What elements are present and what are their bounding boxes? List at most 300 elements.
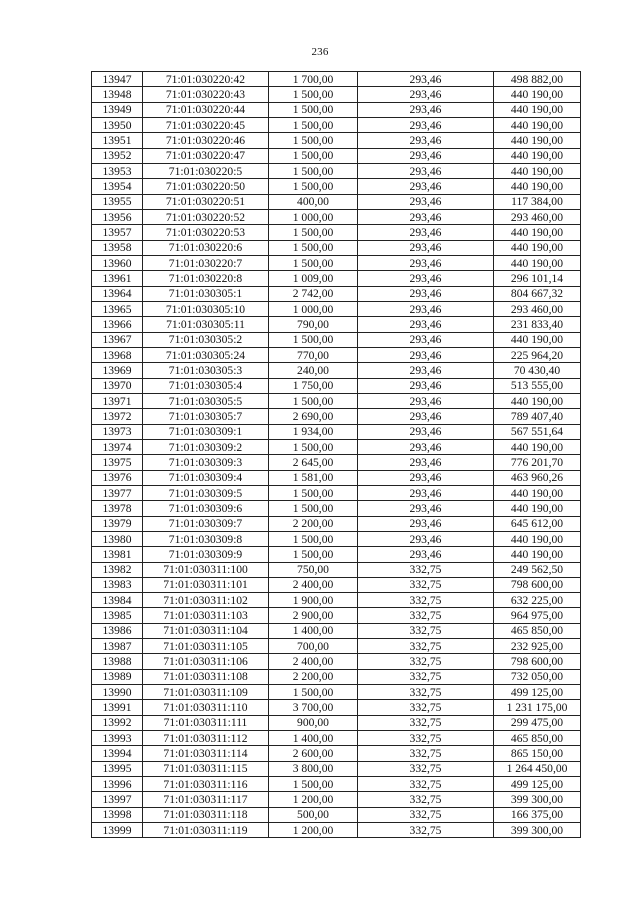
cadastral-number-cell: 71:01:030311:100 [143,562,269,577]
table-row [92,72,581,87]
row-number-cell: 13977 [92,485,143,500]
cadastral-number-cell: 71:01:030311:109 [143,685,269,700]
cadastral-number-cell: 71:01:030220:6 [143,240,269,255]
rate-cell: 293,46 [358,133,494,148]
table-row [92,455,581,470]
cadastral-value-cell: 399 300,00 [494,823,581,838]
row-number-cell: 13974 [92,439,143,454]
area-cell: 1 500,00 [269,148,358,163]
rate-cell: 293,46 [358,117,494,132]
cadastral-value-cell: 296 101,14 [494,271,581,286]
rate-cell: 293,46 [358,317,494,332]
cadastral-number-cell: 71:01:030305:3 [143,363,269,378]
cadastral-value-cell: 440 190,00 [494,332,581,347]
rate-cell: 332,75 [358,608,494,623]
cadastral-number-cell: 71:01:030311:105 [143,639,269,654]
area-cell: 1 750,00 [269,378,358,393]
row-number-cell: 13992 [92,715,143,730]
cadastral-number-cell: 71:01:030311:101 [143,577,269,592]
row-number-cell: 13951 [92,133,143,148]
area-cell: 2 200,00 [269,669,358,684]
row-number-cell: 13947 [92,72,143,87]
table-row [92,332,581,347]
table-row [92,271,581,286]
cadastral-value-cell: 789 407,40 [494,409,581,424]
area-cell: 2 400,00 [269,577,358,592]
table-row [92,347,581,362]
cadastral-value-cell: 440 190,00 [494,547,581,562]
rate-cell: 332,75 [358,823,494,838]
row-number-cell: 13956 [92,209,143,224]
cadastral-value-cell: 399 300,00 [494,792,581,807]
rate-cell: 293,46 [358,409,494,424]
cadastral-number-cell: 71:01:030311:108 [143,669,269,684]
cadastral-value-table [91,71,581,838]
row-number-cell: 13978 [92,501,143,516]
row-number-cell: 13985 [92,608,143,623]
rate-cell: 332,75 [358,715,494,730]
cadastral-value-cell: 440 190,00 [494,225,581,240]
table-row [92,715,581,730]
rate-cell: 293,46 [358,347,494,362]
cadastral-number-cell: 71:01:030305:11 [143,317,269,332]
row-number-cell: 13969 [92,363,143,378]
rate-cell: 293,46 [358,163,494,178]
cadastral-value-cell: 249 562,50 [494,562,581,577]
cadastral-number-cell: 71:01:030305:24 [143,347,269,362]
rate-cell: 293,46 [358,531,494,546]
table-row [92,792,581,807]
area-cell: 1 900,00 [269,593,358,608]
row-number-cell: 13968 [92,347,143,362]
area-cell: 1 500,00 [269,163,358,178]
cadastral-value-cell: 440 190,00 [494,163,581,178]
table-row [92,286,581,301]
area-cell: 1 200,00 [269,823,358,838]
cadastral-number-cell: 71:01:030311:114 [143,746,269,761]
cadastral-number-cell: 71:01:030305:5 [143,393,269,408]
rate-cell: 293,46 [358,209,494,224]
area-cell: 2 200,00 [269,516,358,531]
rate-cell: 332,75 [358,593,494,608]
table-row [92,562,581,577]
cadastral-value-cell: 440 190,00 [494,133,581,148]
cadastral-number-cell: 71:01:030311:106 [143,654,269,669]
table-row [92,225,581,240]
table-row [92,531,581,546]
table-row [92,685,581,700]
row-number-cell: 13988 [92,654,143,669]
rate-cell: 293,46 [358,87,494,102]
rate-cell: 332,75 [358,654,494,669]
cadastral-value-cell: 567 551,64 [494,424,581,439]
table-row [92,409,581,424]
rate-cell: 293,46 [358,547,494,562]
row-number-cell: 13981 [92,547,143,562]
area-cell: 1 400,00 [269,623,358,638]
area-cell: 900,00 [269,715,358,730]
area-cell: 1 500,00 [269,225,358,240]
row-number-cell: 13990 [92,685,143,700]
row-number-cell: 13995 [92,761,143,776]
table-row [92,777,581,792]
area-cell: 1 500,00 [269,179,358,194]
cadastral-value-cell: 465 850,00 [494,731,581,746]
area-cell: 1 581,00 [269,470,358,485]
table-row [92,255,581,270]
rate-cell: 293,46 [358,271,494,286]
cadastral-number-cell: 71:01:030309:8 [143,531,269,546]
row-number-cell: 13964 [92,286,143,301]
area-cell: 1 500,00 [269,777,358,792]
rate-cell: 293,46 [358,516,494,531]
cadastral-value-cell: 440 190,00 [494,179,581,194]
row-number-cell: 13949 [92,102,143,117]
table-row [92,731,581,746]
cadastral-number-cell: 71:01:030309:4 [143,470,269,485]
cadastral-value-cell: 293 460,00 [494,301,581,316]
row-number-cell: 13960 [92,255,143,270]
cadastral-number-cell: 71:01:030220:50 [143,179,269,194]
rate-cell: 293,46 [358,255,494,270]
cadastral-value-cell: 231 833,40 [494,317,581,332]
cadastral-value-cell: 440 190,00 [494,501,581,516]
table-row [92,639,581,654]
area-cell: 1 700,00 [269,72,358,87]
table-row [92,424,581,439]
row-number-cell: 13967 [92,332,143,347]
table-row [92,470,581,485]
cadastral-value-cell: 865 150,00 [494,746,581,761]
area-cell: 1 500,00 [269,102,358,117]
cadastral-value-cell: 645 612,00 [494,516,581,531]
table-row [92,623,581,638]
rate-cell: 293,46 [358,455,494,470]
rate-cell: 293,46 [358,102,494,117]
cadastral-number-cell: 71:01:030305:10 [143,301,269,316]
cadastral-number-cell: 71:01:030309:3 [143,455,269,470]
table-row [92,194,581,209]
area-cell: 2 690,00 [269,409,358,424]
table-row [92,133,581,148]
cadastral-value-cell: 117 384,00 [494,194,581,209]
rate-cell: 293,46 [358,148,494,163]
row-number-cell: 13950 [92,117,143,132]
rate-cell: 293,46 [358,72,494,87]
cadastral-value-cell: 499 125,00 [494,777,581,792]
cadastral-number-cell: 71:01:030309:9 [143,547,269,562]
cadastral-number-cell: 71:01:030311:115 [143,761,269,776]
cadastral-value-cell: 776 201,70 [494,455,581,470]
rate-cell: 293,46 [358,485,494,500]
rate-cell: 332,75 [358,731,494,746]
cadastral-number-cell: 71:01:030305:2 [143,332,269,347]
cadastral-number-cell: 71:01:030311:112 [143,731,269,746]
table-row [92,393,581,408]
cadastral-number-cell: 71:01:030309:7 [143,516,269,531]
rate-cell: 293,46 [358,363,494,378]
area-cell: 700,00 [269,639,358,654]
cadastral-number-cell: 71:01:030220:51 [143,194,269,209]
rate-cell: 293,46 [358,240,494,255]
cadastral-number-cell: 71:01:030220:45 [143,117,269,132]
row-number-cell: 13955 [92,194,143,209]
area-cell: 1 200,00 [269,792,358,807]
cadastral-number-cell: 71:01:030309:5 [143,485,269,500]
area-cell: 1 500,00 [269,133,358,148]
cadastral-value-cell: 440 190,00 [494,87,581,102]
area-cell: 750,00 [269,562,358,577]
area-cell: 1 500,00 [269,531,358,546]
row-number-cell: 13975 [92,455,143,470]
cadastral-value-cell: 440 190,00 [494,531,581,546]
rate-cell: 332,75 [358,639,494,654]
cadastral-value-cell: 513 555,00 [494,378,581,393]
rate-cell: 293,46 [358,286,494,301]
row-number-cell: 13976 [92,470,143,485]
cadastral-number-cell: 71:01:030311:118 [143,807,269,822]
rate-cell: 293,46 [358,179,494,194]
cadastral-number-cell: 71:01:030311:119 [143,823,269,838]
rate-cell: 293,46 [358,393,494,408]
cadastral-value-cell: 1 264 450,00 [494,761,581,776]
row-number-cell: 13997 [92,792,143,807]
area-cell: 500,00 [269,807,358,822]
row-number-cell: 13958 [92,240,143,255]
area-cell: 3 700,00 [269,700,358,715]
cadastral-number-cell: 71:01:030311:103 [143,608,269,623]
rate-cell: 332,75 [358,761,494,776]
table-row [92,102,581,117]
cadastral-number-cell: 71:01:030311:111 [143,715,269,730]
rate-cell: 332,75 [358,669,494,684]
area-cell: 1 400,00 [269,731,358,746]
area-cell: 1 500,00 [269,685,358,700]
table-row [92,148,581,163]
cadastral-value-cell: 964 975,00 [494,608,581,623]
row-number-cell: 13999 [92,823,143,838]
cadastral-value-cell: 804 667,32 [494,286,581,301]
row-number-cell: 13954 [92,179,143,194]
cadastral-value-cell: 463 960,26 [494,470,581,485]
table-row [92,608,581,623]
row-number-cell: 13982 [92,562,143,577]
cadastral-value-cell: 225 964,20 [494,347,581,362]
rate-cell: 332,75 [358,685,494,700]
row-number-cell: 13987 [92,639,143,654]
row-number-cell: 13996 [92,777,143,792]
table-row [92,209,581,224]
cadastral-value-cell: 440 190,00 [494,485,581,500]
cadastral-value-cell: 440 190,00 [494,102,581,117]
rate-cell: 332,75 [358,792,494,807]
area-cell: 1 500,00 [269,87,358,102]
cadastral-value-cell: 798 600,00 [494,577,581,592]
rate-cell: 332,75 [358,807,494,822]
cadastral-number-cell: 71:01:030220:53 [143,225,269,240]
area-cell: 2 742,00 [269,286,358,301]
cadastral-number-cell: 71:01:030220:44 [143,102,269,117]
table-row [92,378,581,393]
area-cell: 240,00 [269,363,358,378]
row-number-cell: 13998 [92,807,143,822]
area-cell: 1 934,00 [269,424,358,439]
cadastral-value-cell: 166 375,00 [494,807,581,822]
cadastral-number-cell: 71:01:030309:6 [143,501,269,516]
area-cell: 1 500,00 [269,240,358,255]
table-row [92,807,581,822]
rate-cell: 293,46 [358,424,494,439]
area-cell: 2 400,00 [269,654,358,669]
cadastral-number-cell: 71:01:030305:7 [143,409,269,424]
table-row [92,654,581,669]
cadastral-number-cell: 71:01:030220:52 [143,209,269,224]
row-number-cell: 13984 [92,593,143,608]
table-row [92,317,581,332]
cadastral-value-cell: 632 225,00 [494,593,581,608]
row-number-cell: 13993 [92,731,143,746]
row-number-cell: 13983 [92,577,143,592]
area-cell: 400,00 [269,194,358,209]
row-number-cell: 13980 [92,531,143,546]
row-number-cell: 13953 [92,163,143,178]
cadastral-value-cell: 440 190,00 [494,240,581,255]
table-row [92,179,581,194]
area-cell: 2 900,00 [269,608,358,623]
cadastral-number-cell: 71:01:030220:43 [143,87,269,102]
table-row [92,761,581,776]
cadastral-value-cell: 465 850,00 [494,623,581,638]
rate-cell: 332,75 [358,562,494,577]
area-cell: 770,00 [269,347,358,362]
cadastral-value-cell: 499 125,00 [494,685,581,700]
area-cell: 1 000,00 [269,209,358,224]
rate-cell: 293,46 [358,332,494,347]
cadastral-number-cell: 71:01:030311:102 [143,593,269,608]
cadastral-number-cell: 71:01:030220:46 [143,133,269,148]
table-row [92,485,581,500]
table-row [92,240,581,255]
table-row [92,87,581,102]
row-number-cell: 13970 [92,378,143,393]
table-row [92,363,581,378]
area-cell: 1 009,00 [269,271,358,286]
area-cell: 2 645,00 [269,455,358,470]
cadastral-number-cell: 71:01:030311:110 [143,700,269,715]
row-number-cell: 13972 [92,409,143,424]
rate-cell: 293,46 [358,470,494,485]
cadastral-number-cell: 71:01:030309:2 [143,439,269,454]
row-number-cell: 13961 [92,271,143,286]
cadastral-number-cell: 71:01:030220:42 [143,72,269,87]
cadastral-value-cell: 70 430,40 [494,363,581,378]
cadastral-number-cell: 71:01:030311:117 [143,792,269,807]
area-cell: 1 500,00 [269,485,358,500]
row-number-cell: 13957 [92,225,143,240]
cadastral-number-cell: 71:01:030311:104 [143,623,269,638]
rate-cell: 293,46 [358,225,494,240]
cadastral-number-cell: 71:01:030220:47 [143,148,269,163]
area-cell: 1 500,00 [269,332,358,347]
table-row [92,516,581,531]
table-body [92,72,581,838]
row-number-cell: 13965 [92,301,143,316]
row-number-cell: 13994 [92,746,143,761]
area-cell: 1 000,00 [269,301,358,316]
cadastral-value-cell: 440 190,00 [494,148,581,163]
table-row [92,163,581,178]
cadastral-value-cell: 299 475,00 [494,715,581,730]
row-number-cell: 13973 [92,424,143,439]
cadastral-value-cell: 798 600,00 [494,654,581,669]
row-number-cell: 13979 [92,516,143,531]
cadastral-number-cell: 71:01:030309:1 [143,424,269,439]
area-cell: 2 600,00 [269,746,358,761]
row-number-cell: 13952 [92,148,143,163]
row-number-cell: 13986 [92,623,143,638]
area-cell: 790,00 [269,317,358,332]
table-row [92,439,581,454]
rate-cell: 293,46 [358,439,494,454]
row-number-cell: 13966 [92,317,143,332]
rate-cell: 332,75 [358,777,494,792]
area-cell: 1 500,00 [269,393,358,408]
table-row [92,577,581,592]
row-number-cell: 13989 [92,669,143,684]
rate-cell: 332,75 [358,746,494,761]
cadastral-number-cell: 71:01:030220:8 [143,271,269,286]
rate-cell: 332,75 [358,700,494,715]
row-number-cell: 13991 [92,700,143,715]
cadastral-value-cell: 440 190,00 [494,439,581,454]
rate-cell: 332,75 [358,577,494,592]
table-row [92,669,581,684]
rate-cell: 332,75 [358,623,494,638]
rate-cell: 293,46 [358,194,494,209]
cadastral-number-cell: 71:01:030305:4 [143,378,269,393]
rate-cell: 293,46 [358,501,494,516]
table-row [92,746,581,761]
cadastral-number-cell: 71:01:030305:1 [143,286,269,301]
cadastral-value-cell: 232 925,00 [494,639,581,654]
cadastral-value-cell: 440 190,00 [494,255,581,270]
cadastral-value-cell: 732 050,00 [494,669,581,684]
area-cell: 1 500,00 [269,547,358,562]
area-cell: 1 500,00 [269,501,358,516]
rate-cell: 293,46 [358,378,494,393]
area-cell: 1 500,00 [269,255,358,270]
area-cell: 3 800,00 [269,761,358,776]
cadastral-value-cell: 440 190,00 [494,393,581,408]
cadastral-value-cell: 293 460,00 [494,209,581,224]
table-row [92,593,581,608]
table-row [92,823,581,838]
cadastral-value-cell: 440 190,00 [494,117,581,132]
table-row [92,301,581,316]
cadastral-value-cell: 1 231 175,00 [494,700,581,715]
cadastral-number-cell: 71:01:030220:5 [143,163,269,178]
cadastral-number-cell: 71:01:030311:116 [143,777,269,792]
page-number: 236 [311,46,329,58]
area-cell: 1 500,00 [269,439,358,454]
area-cell: 1 500,00 [269,117,358,132]
table-row [92,547,581,562]
cadastral-number-cell: 71:01:030220:7 [143,255,269,270]
row-number-cell: 13971 [92,393,143,408]
cadastral-value-cell: 498 882,00 [494,72,581,87]
table-row [92,700,581,715]
table-row [92,117,581,132]
